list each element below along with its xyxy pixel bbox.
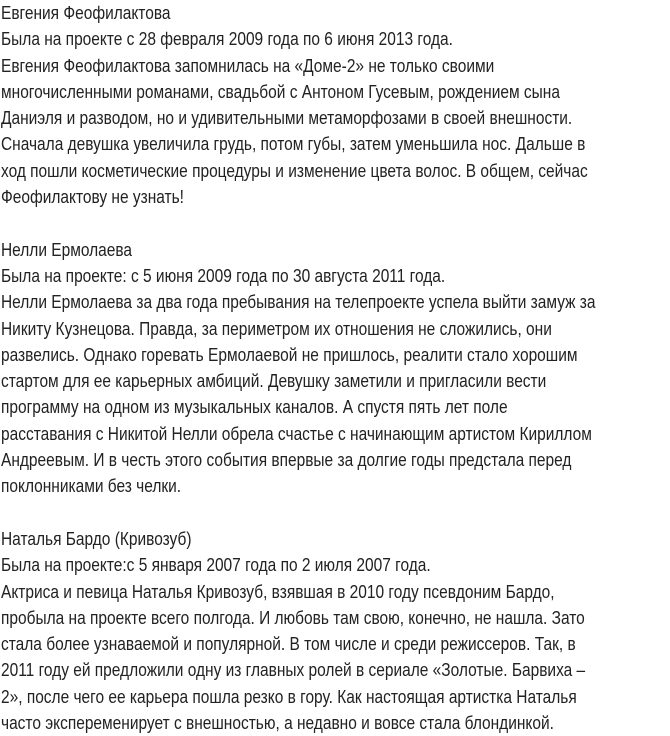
- paragraph-line: Актриса и певица Наталья Кривозуб, взявшая в 2010 году псевдоним Бардо,: [1, 581, 555, 602]
- paragraph-line: развелись. Однако горевать Ермолаевой не пришлось, реалити стало хорошим: [1, 344, 578, 365]
- section-spacer: [1, 500, 670, 526]
- paragraph-line: 2011 году ей предложили одну из главных ролей в сериале «Золотые. Барвиха –: [1, 660, 586, 681]
- paragraph-line: Даниэля и разводом, но и удивительными метаморфозами в своей внешности.: [1, 108, 573, 129]
- section-period: Была на проекте:с 5 января 2007 года по 2 июля 2007 года.: [1, 555, 431, 576]
- section-name: Нелли Ермолаева: [1, 239, 133, 260]
- paragraph-line: ход пошли косметические процедуры и изменение цвета волос. В общем, сейчас: [1, 160, 588, 181]
- paragraph-line: программу на одном из музыкальных каналов. А спустя пять лет поле: [1, 397, 508, 418]
- paragraph-line: пробыла на проекте всего полгода. И любовь там свою, конечно, не нашла. Зато: [1, 607, 585, 628]
- paragraph-line: Евгения Феофилактова запомнилась на «Доме-2» не только своими: [1, 55, 495, 76]
- paragraph-line: стартом для ее карьерных амбиций. Девушку заметили и пригласили вести: [1, 371, 547, 392]
- paragraph-line: поклонниками без челки.: [1, 476, 182, 497]
- paragraph-line: часто экспеременирует с внешностью, а недавно и вовсе стала блондинкой.: [1, 713, 554, 734]
- section-name: Наталья Бардо (Кривозуб): [1, 528, 192, 549]
- section-period: Была на проекте: с 5 июня 2009 года по 30 августа 2011 года.: [1, 265, 446, 286]
- section-spacer: [1, 210, 670, 236]
- paragraph-line: 2», после чего ее карьера пошла резко в гору. Как настоящая артистка Наталья: [1, 686, 577, 707]
- paragraph-line: стала более узнаваемой и популярной. В том числе и среди режиссеров. Так, в: [1, 634, 576, 655]
- section-name: Евгения Феофилактова: [1, 3, 171, 23]
- paragraph-line: Никиту Кузнецова. Правда, за периметром их отношения не сложились, они: [1, 318, 552, 339]
- paragraph-line: Андреевым. И в честь этого события впервые за долгие годы предстала перед: [1, 450, 572, 471]
- paragraph-line: Нелли Ермолаева за два года пребывания на телепроекте успела выйти замуж за: [1, 292, 596, 313]
- article-body: [1, 0, 670, 736]
- section-period: Была на проекте с 28 февраля 2009 года по 6 июня 2013 года.: [1, 29, 453, 50]
- paragraph-line: Феофилактову не узнать!: [1, 187, 184, 208]
- paragraph-line: расставания с Никитой Нелли обрела счастье с начинающим артистом Кириллом: [1, 423, 592, 444]
- paragraph-line: Сначала девушка увеличила грудь, потом губы, затем уменьшила нос. Дальше в: [1, 134, 586, 155]
- paragraph-line: многочисленными романами, свадьбой с Антоном Гусевым, рождением сына: [1, 81, 560, 102]
